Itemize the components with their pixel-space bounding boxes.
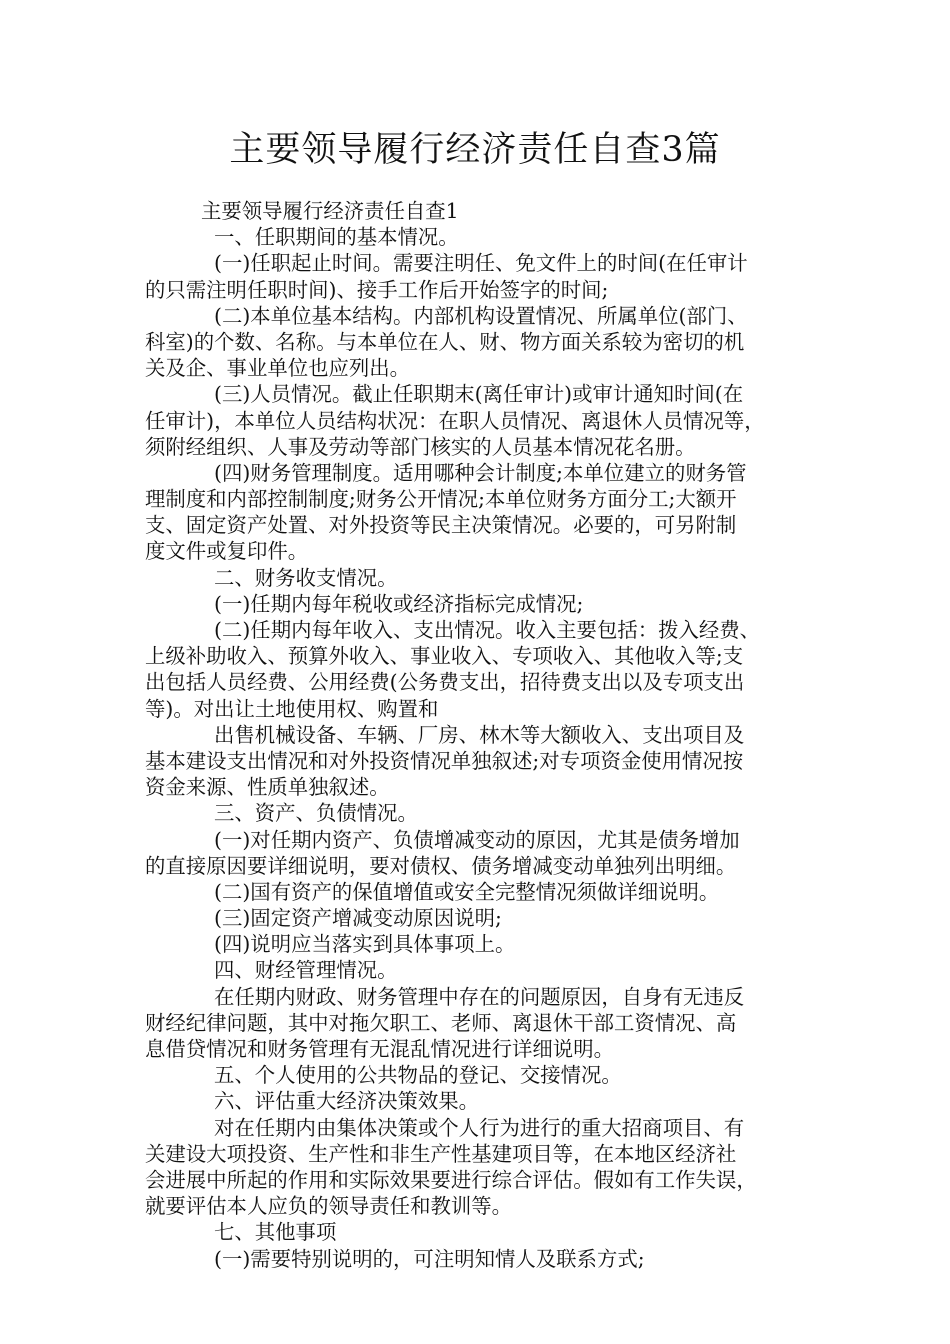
paragraph-line: 的只需注明任职时间)、接手工作后开始签字的时间;	[145, 277, 609, 302]
paragraph-line: 任审计)，本单位人员结构状况：在职人员情况、离退休人员情况等，	[145, 408, 765, 433]
section-heading: 主要领导履行经济责任自查1	[201, 199, 459, 223]
paragraph-line: 出包括人员经费、公用经费(公务费支出，招待费支出以及专项支出	[145, 670, 745, 695]
paragraph-line: (四)财务管理制度。适用哪种会计制度;本单位建立的财务管	[214, 460, 747, 485]
section-heading: 二、财务收支情况。	[214, 565, 398, 590]
paragraph-line: (一)任期内每年税收或经济指标完成情况;	[214, 591, 584, 616]
paragraph-line: (二)本单位基本结构。内部机构设置情况、所属单位(部门、	[214, 303, 748, 328]
paragraph-line: 关建设大项投资、生产性和非生产性基建项目等，在本地区经济社	[145, 1141, 737, 1166]
section-heading: 七、其他事项	[214, 1220, 337, 1245]
paragraph-line: (一)对任期内资产、负债增减变动的原因，尤其是债务增加	[214, 827, 740, 852]
paragraph-line: (三)人员情况。截止任职期末(离任审计)或审计通知时间(在	[214, 382, 744, 407]
paragraph-line: 的直接原因要详细说明，要对债权、债务增减变动单独列出明细。	[145, 853, 737, 878]
paragraph-line: 度文件或复印件。	[145, 539, 309, 564]
paragraph-line: 对在任期内由集体决策或个人行为进行的重大招商项目、有	[214, 1115, 745, 1140]
paragraph-line: 关及企、事业单位也应列出。	[145, 356, 411, 381]
paragraph-line: (三)固定资产增减变动原因说明;	[214, 906, 502, 931]
paragraph-line: (一)需要特别说明的，可注明知情人及联系方式;	[214, 1246, 645, 1271]
section-heading: 六、评估重大经济决策效果。	[214, 1089, 480, 1114]
paragraph-line: 上级补助收入、预算外收入、事业收入、专项收入、其他收入等;支	[145, 644, 744, 669]
paragraph-line: 就要评估本人应负的领导责任和教训等。	[145, 1194, 513, 1219]
paragraph-line: 须附经组织、人事及劳动等部门核实的人员基本情况花名册。	[145, 434, 696, 459]
section-heading: 四、财经管理情况。	[214, 958, 398, 983]
document-body	[145, 198, 825, 1272]
section-heading: 一、任职期间的基本情况。	[214, 225, 459, 250]
paragraph-line: 支、固定资产处置、对外投资等民主决策情况。必要的，可另附制	[145, 513, 737, 538]
paragraph-line: (四)说明应当落实到具体事项上。	[214, 932, 516, 957]
paragraph-line: 在任期内财政、财务管理中存在的问题原因，自身有无违反	[214, 984, 745, 1009]
section-heading: 三、资产、负债情况。	[214, 801, 418, 826]
paragraph-line: 等)。对出让土地使用权、购置和	[145, 696, 439, 721]
paragraph-line: 财经纪律问题，其中对拖欠职工、老师、离退休干部工资情况、高	[145, 1010, 737, 1035]
paragraph-line: 出售机械设备、车辆、厂房、林木等大额收入、支出项目及	[214, 722, 745, 747]
paragraph-line: (一)任职起止时间。需要注明任、免文件上的时间(在任审计	[214, 251, 748, 276]
paragraph-line: 资金来源、性质单独叙述。	[145, 775, 390, 800]
paragraph-line: (二)任期内每年收入、支出情况。收入主要包括：拨入经费、	[214, 618, 761, 642]
document-title: 主要领导履行经济责任自查3篇	[229, 130, 721, 170]
paragraph-line: 基本建设支出情况和对外投资情况单独叙述;对专项资金使用情况按	[145, 748, 744, 773]
paragraph-line: 会进展中所起的作用和实际效果要进行综合评估。假如有工作失误，	[145, 1167, 757, 1192]
paragraph-line: 息借贷情况和财务管理有无混乱情况进行详细说明。	[145, 1037, 614, 1061]
paragraph-line: (二)国有资产的保值增值或安全完整情况须做详细说明。	[214, 879, 720, 904]
section-heading: 五、个人使用的公共物品的登记、交接情况。	[214, 1063, 622, 1088]
paragraph-line: 理制度和内部控制制度;财务公开情况;本单位财务方面分工;大额开	[145, 487, 737, 512]
paragraph-line: 科室)的个数、名称。与本单位在人、财、物方面关系较为密切的机	[145, 329, 745, 354]
